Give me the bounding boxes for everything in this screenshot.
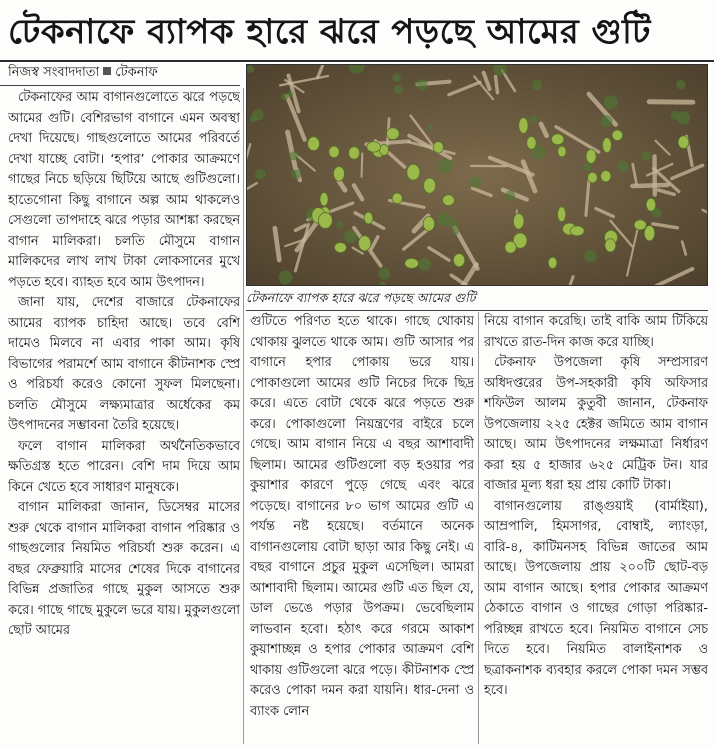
mango-fruit — [329, 146, 339, 158]
mango-fruit — [407, 164, 420, 180]
article-column-1 — [8, 88, 240, 744]
article-paragraph: জানা যায়, দেশের বাজারে টেকনাফের আমের ব্যাপক চাহিদা আছে। তবে বেশি দামেও মিলবে না এবার পাকা আম। কৃষি বিভাগের পরামর্শে আম বাগানে কীটনাশক স্প্রে ও পরিচর্যা করেও কোনো সুফল মিলছেনা। চলতি মৌসুমে লক্ষ্যমাত্রার অর্ধেকের কম উৎপাদনের সম্ভাবনা তৈরি হয়েছে। — [8, 295, 240, 433]
byline-location: টেকনাফ — [115, 65, 158, 80]
grass-patch — [416, 79, 427, 90]
article-paragraph: ফলে বাগান মালিকরা অর্থনৈতিকভাবে ক্ষতিগ্রস্ত হতে পারেন। বেশি দাম দিয়ে আম কিনে খেতে হবে সাধারণ মানুষকে। — [8, 438, 240, 495]
mango-fruit — [359, 236, 371, 251]
photo-caption: টেকনাফে ব্যাপক হারে ঝরে পড়ছে আমের গুটি — [246, 290, 476, 305]
grass-patch — [291, 169, 301, 179]
mango-fruit — [453, 254, 464, 267]
mango-fruit — [405, 258, 419, 268]
byline-reporter: নিজস্ব সংবাদদাতা — [8, 65, 100, 80]
mango-fruit — [320, 193, 328, 206]
mango-fruit — [634, 220, 646, 230]
mango-fruit — [558, 146, 566, 157]
mango-fruit — [333, 167, 344, 182]
mango-fruit — [423, 216, 434, 231]
mango-fruit — [558, 207, 566, 222]
mango-fruit — [612, 130, 623, 141]
grass-patch — [438, 159, 453, 174]
mango-fruit — [392, 193, 402, 204]
grass-patch — [604, 95, 618, 109]
grass-patch — [641, 151, 651, 161]
article-paragraph: নিয়ে বাগান করেছি। তাই বাকি আম টিকিয়ে রাখতে রাত-দিন কাজ করে যাচ্ছি। — [484, 314, 708, 350]
mango-fruit — [548, 257, 557, 268]
grass-patch — [252, 109, 264, 121]
article-paragraph: টেকনাফ উপজেলা কৃষি সম্প্রসারণ অধিদপ্তরের উপ-সহকারী কৃষি অফিসার শফিউল আলম কুতুবী জানান, টেকনাফ উপজেলায় ২২৫ হেক্টর জমিতে আম বাগান আছে। আম উৎপাদনের লক্ষমাত্রা নির্ধারণ করা হয় ৫ হাজার ৬২৫ মেট্রিক টন। যার বাজার মূল্য ধরা হয় প্রায় কোটি টাকা। — [484, 355, 708, 493]
mango-fruit — [364, 212, 373, 224]
mango-fruit — [505, 241, 516, 253]
dry-leaf — [362, 153, 363, 176]
column-divider — [243, 88, 244, 744]
mango-fruit — [387, 128, 400, 140]
grass-patch — [529, 115, 537, 123]
square-bullet-icon — [103, 67, 111, 75]
mango-fruit — [308, 137, 320, 151]
grass-patch — [506, 190, 515, 199]
dry-leaf — [632, 185, 667, 186]
grass-patch — [287, 91, 293, 97]
grass-patch — [470, 177, 481, 188]
grass-patch — [584, 250, 597, 263]
mango-fruit — [527, 136, 537, 149]
headline-rule — [0, 60, 714, 62]
grass-patch — [583, 163, 592, 172]
article-paragraph: গুটিতে পরিণত হতে থাকে। গাছে থোকায় থোকায় ঝুলতে থাকে আম। গুটি আসার পর বাগানে হপার পোকায় ভরে যায়। পোকাগুলো আমের গুটি নিচের দিকে ছিদ্র করে। এতে বোটা থেকে ঝরে পড়তে শুরু করে। পোকাগুলো নিয়ন্ত্রণের বাইরে চলে গেছে। আম বাগান নিয়ে এ বছর আশাবাদী ছিলাম। আমের গুটিগুলো বড় হওয়ার পর কুয়াশার কারণে পুড়ে গেছে এবং ঝরে পড়েছে। বাগানের ৮০ ভাগ আমের গুটি এ পর্যন্ত নষ্ট হয়েছে। বর্তমানে অনেক বাগানগুলোয় বোটা ছাড়া আর কিছু নেই। এ বছর বাগানে প্রচুর মুকুল এসেছিল। আমরা আশাবাদী ছিলাম। আমের গুটি এত ছিল যে, ডাল ভেঙে পড়ার উপক্রম। ভেবেছিলাম লাভবান হবো। হঠাৎ করে গরমে আকাশ কুয়াশাচ্ছন্ন ও হপার পোকার আক্রমণ বেশি থাকায় গুটিগুলো ঝরে পড়ে। কীটনাশক স্প্রে করেও পোকা দমন করা যায়নি। ধার-দেনা ও ব্যাংক লোন — [250, 314, 474, 719]
dry-leaf — [496, 77, 498, 93]
mango-fruit — [551, 134, 563, 145]
mango-fruit — [601, 170, 611, 181]
mango-fruit — [424, 178, 436, 193]
byline-rule — [0, 85, 240, 86]
grass-patch — [378, 268, 390, 280]
article-column-2 — [250, 312, 474, 744]
mango-fruit — [318, 213, 332, 229]
mango-fruit — [433, 142, 443, 154]
grass-patch — [393, 73, 402, 82]
article-paragraph: বাগান মালিকরা জানান, ডিসেম্বর মাসের শুরু থেকে বাগান মালিকরা বাগান পরিষ্কার ও গাছগুলোর নিয়মিত পরিচর্যা শুরু করেন। এ বছর ফেব্রুয়ারি মাসের শেষের দিকে বাগানের বিভিন্ন প্রজাতির গাছে মুকুল আসতে শুরু করে। গাছে গাছে মুকুলে ভরে যায়। মুকুলগুলো ছোট আমের — [8, 500, 240, 638]
grass-patch — [676, 80, 686, 90]
grass-patch — [617, 161, 628, 172]
mango-fruit — [678, 136, 689, 149]
article-paragraph: বাগানগুলোয় রাঙ্গুয়াই (বার্মাইয়া), আম্রপালি, হিমসাগর, বোম্বাই, ল্যাংড়া, বারি-৪, কাটিমনসহ বিভিন্ন জাতের আম আছে। উপজেলায় প্রায় ২০০টি ছোট-বড় আম বাগান আছে। হপার পোকার আক্রমণ ঠেকাতে বাগান ও গাছের গোড়া পরিষ্কার-পরিচ্ছন্ন রাখতে হবে। নিয়মিত বাগানে সেচ দিতে হবে। নিয়মিত বালাইনাশক ও ছত্রাকনাশক ব্যবহার করলে পোকা দমন সম্ভব হবে। — [484, 498, 708, 698]
grass-patch — [600, 115, 612, 127]
mango-fruit — [605, 239, 616, 252]
mango-fruit — [644, 226, 654, 241]
mango-fruit — [646, 198, 655, 211]
mango-fruit — [443, 195, 455, 206]
article-paragraph: টেকনাফের আম বাগানগুলোতে ঝরে পড়ছে আমের গুটি। বেশিরভাগ বাগানে এমন অবস্থা দেখা দিয়েছে। গাছগুলোতে আমের পরিবর্তে দেখা যাচ্ছে বোটা। ‘হপার’ পোকার আক্রমণে গাছের নিচে ছড়িয়ে ছিটিয়ে আছে গুটিগুলো। হাতেগোনা কিছু বাগানে অল্প আম থাকলেও সেগুলো তাপদাহে ঝরে পড়ার আশঙ্কা করছেন বাগান মালিকরা। চলতি মৌসুমে বাগান মালিকদের লাখ লাখ টাকা লোকসানের মুখে পড়তে হবে। ব্যাহত হবে আম উৎপাদন। — [8, 90, 240, 290]
mango-fruit — [334, 242, 346, 252]
mango-fruit — [570, 226, 584, 236]
grass-patch — [247, 65, 254, 73]
grass-patch — [344, 230, 357, 243]
grass-patch — [532, 80, 542, 90]
grass-patch — [418, 258, 431, 271]
grass-patch — [278, 271, 292, 285]
caption-rule — [246, 310, 708, 311]
mango-fruit — [519, 118, 528, 134]
mango-fruit — [588, 172, 598, 183]
byline — [8, 63, 240, 83]
mango-fruit — [367, 142, 381, 152]
grass-patch — [255, 169, 265, 179]
grass-patch — [437, 212, 451, 226]
mango-fruit — [513, 214, 524, 230]
news-photo — [246, 64, 708, 286]
mango-fruit — [603, 138, 612, 153]
grass-patch — [677, 111, 690, 124]
column-divider — [478, 312, 479, 744]
grass-patch — [452, 228, 459, 235]
grass-patch — [427, 124, 433, 130]
mango-fruit — [349, 147, 360, 159]
grass-patch — [450, 220, 459, 229]
grass-patch — [289, 151, 298, 160]
grass-patch — [336, 222, 343, 229]
grass-patch — [394, 85, 403, 94]
article-column-3 — [484, 312, 708, 744]
headline: টেকনাফে ব্যাপক হারে ঝরে পড়ছে আমের গুটি — [8, 12, 651, 52]
mango-fruit — [586, 149, 596, 163]
fallen-mangoes-image — [247, 65, 707, 285]
